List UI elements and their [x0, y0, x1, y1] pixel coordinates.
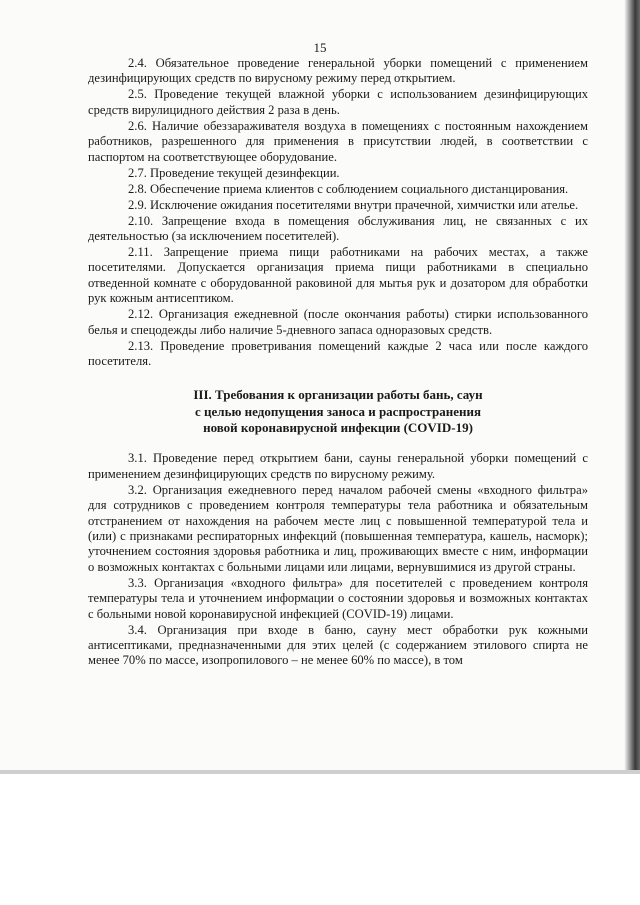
paragraph-2-8: 2.8. Обеспечение приема клиентов с соблюдением социального дистанцирования.	[128, 181, 569, 196]
paragraph-3-3: 3.3. Организация «входного фильтра» для посетителей с проведением контроля температуры тела и уточнением информации о состоянии здоровья и возможных контактах с больными новой коронавирусной инфекцией (COVID-19) лицами.	[88, 575, 588, 621]
scan-edge-shadow	[624, 0, 640, 772]
paragraph-2-13: 2.13. Проведение проветривания помещений каждые 2 часа или после каждого посетителя.	[88, 338, 588, 369]
paragraph-2-4: 2.4. Обязательное проведение генеральной уборки помещений с применением дезинфицирующих средств по вирусному режиму перед открытием.	[88, 56, 588, 86]
paragraph-2-9: 2.9. Исключение ожидания посетителями внутри прачечной, химчистки или ателье.	[128, 197, 579, 212]
paragraph-3-2: 3.2. Организация ежедневного перед началом рабочей смены «входного фильтра» для сотрудников с проведением контроля температуры тела работника и обязательным отстранением от нахождения на рабочем месте лиц с повышенной температурой тела и (или) с признаками респираторных инфекций (повышенная температура, кашель, насморк); уточнением состояния здоровья работника и лиц, проживающих вместе с ним, информации о возможных контактах с больными лицами или лицами, вернувшимися из другой страны.	[88, 482, 588, 574]
paragraph-2-7: 2.7. Проведение текущей дезинфекции.	[128, 165, 340, 180]
section-heading-line: с целью недопущения заноса и распространения	[195, 403, 481, 419]
paragraph-2-5: 2.5. Проведение текущей влажной уборки с использованием дезинфицирующих средств вирулицидного действия 2 раза в день.	[88, 87, 588, 117]
section-heading	[88, 387, 588, 436]
paragraph-3-1: 3.1. Проведение перед открытием бани, сауны генеральной уборки помещений с применением дезинфицирующих средств по вирусному режиму.	[88, 451, 588, 481]
section-heading-line: новой коронавирусной инфекции (COVID-19)	[203, 420, 473, 436]
paragraph-2-12: 2.12. Организация ежедневной (после окончания работы) стирки использованного белья и спецодежды либо наличие 5-дневного запаса одноразовых средств.	[88, 307, 588, 337]
paragraph-2-10: 2.10. Запрещение входа в помещения обслуживания лиц, не связанных с их деятельностью (за исключением посетителей).	[88, 213, 588, 244]
paragraph-2-6: 2.6. Наличие обеззараживателя воздуха в помещениях с постоянным нахождением работников, разрешенного для применения в присутствии людей, в соответствии с паспортом на соответствующее оборудование.	[88, 118, 588, 164]
paragraph-2-11: 2.11. Запрещение приема пищи работниками на рабочих местах, а также посетителями. Допускается организация приема пищи работниками в специально отведенной комнате с оборудованной раковиной для мытья рук и дозатором для обработки рук кожным антисептиком.	[88, 245, 588, 306]
paragraph-3-4: 3.4. Организация при входе в баню, сауну мест обработки рук кожными антисептиками, предназначенными для этих целей (с содержанием этилового спирта не менее 70% по массе, изопропилового – не менее 60% по массе), в том	[88, 622, 588, 668]
scan-bottom-edge	[0, 770, 640, 774]
document-body	[88, 56, 588, 669]
page-number: 15	[313, 40, 327, 55]
section-heading-line: III. Требования к организации работы бань, саун	[193, 387, 483, 403]
